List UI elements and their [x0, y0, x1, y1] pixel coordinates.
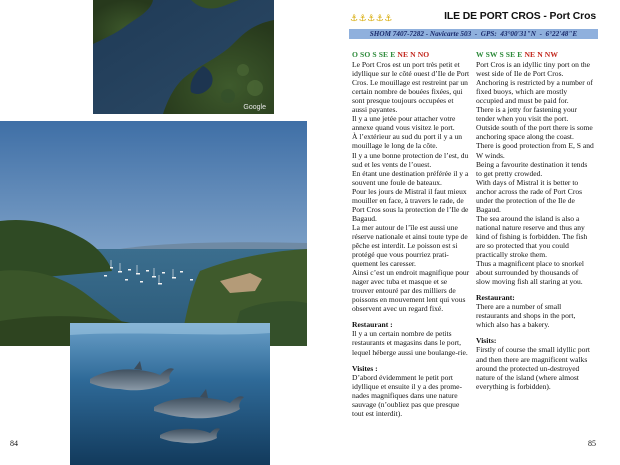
paragraph: La mer autour de l’île est aussi une réserve nationale et ainsi toute type de pêche est interdit. Le poisson est si protégé que vous pourriez prati-quement les caresser.	[352, 222, 468, 269]
paragraph: The sea around the island is also a national nature reserve and thus any kind of fishing is forbidden. The fish are so protected that you could practically stroke them.	[476, 213, 588, 260]
page-title: ILE DE PORT CROS - Port Cros	[444, 11, 596, 22]
title-row	[350, 11, 596, 27]
wind-direction-n: N	[410, 50, 416, 59]
wind-direction-ne: NE	[397, 50, 409, 59]
google-watermark: Google	[243, 104, 266, 111]
harbour-photo	[0, 121, 307, 346]
visits-text: Firstly of course the small idyllic port and then there are magnificent walks around the protected un-destroyed nature of the island (where almost everything is forbidden).	[476, 345, 591, 391]
paragraph: There is good protection from E, S and W winds.	[476, 141, 594, 160]
page-number-right: 85	[588, 439, 596, 448]
visits-heading: Visites :	[352, 363, 378, 373]
wind-legend-english	[476, 50, 594, 59]
paragraph: With days of Mistral it is better to anchor across the rade of Port Cros under the protection of the Ile de Bagaud.	[476, 177, 583, 214]
wind-direction-e: E	[390, 50, 396, 59]
wind-direction-ne: NE	[524, 50, 536, 59]
paragraph: Port Cros is an idyllic tiny port on the west side of Ile de Port Cros. Anchoring is restricted by a number of fixed buoys, which are mostly occupied and must be paid for.	[476, 60, 593, 106]
french-paragraphs	[352, 60, 470, 313]
paragraph: Outside south of the port there is some anchoring space along the coast.	[476, 123, 593, 142]
english-paragraphs	[476, 60, 594, 286]
paragraph: Ainsi c’est un endroit magnifique pour nager avec tuba et masque et se trouver entouré par des milliers de poissons en mouvement lent qui vous observent avec un regard fixé.	[352, 268, 470, 314]
paragraph: There is a jetty for fastening your tender when you visit the port.	[476, 105, 578, 124]
wind-direction-se: SE	[505, 50, 516, 59]
french-column	[352, 50, 470, 418]
paragraph: Le Port Cros est un port très petit et idyllique sur le côté ouest d’Ile de Port Cros. Le mouillage est restreint par un certain nombre de bouées fixées, qui sont presque toujours occupées et aussi payantes.	[352, 60, 470, 115]
wind-direction-w: W	[476, 50, 484, 59]
paragraph: Pour les jours de Mistral il faut mieux mouiller en face, à travers le rade, de Port Cros sous la protection de l’Ile de Bagaud.	[352, 186, 469, 223]
english-column	[476, 50, 594, 391]
satellite-map-photo	[93, 0, 274, 114]
wind-direction-nw: NW	[544, 50, 559, 59]
paragraph: Being a favourite destination it tends to get pretty crowded.	[476, 159, 588, 178]
paragraph: Thus a magnificent place to snorkel about surrounded by thousands of slow moving fish all staring at you.	[476, 259, 584, 287]
restaurant-heading: Restaurant:	[476, 293, 515, 303]
anchor-rating-icon: ⚓⚓⚓⚓⚓	[350, 14, 393, 24]
chart-info-bar	[349, 29, 598, 39]
restaurant-text: Il y a un certain nombre de petits restaurants et magasins dans le port, lequel héberge aussi une boulange-rie.	[352, 329, 468, 357]
wind-direction-s: S	[372, 50, 377, 59]
wind-direction-se: SE	[378, 50, 389, 59]
wind-direction-sw: SW	[485, 50, 498, 59]
paragraph: En étant une destination préférée il y a souvent une foule de bateaux.	[352, 168, 469, 187]
restaurant-heading: Restaurant :	[352, 320, 393, 330]
wind-direction-so: SO	[360, 50, 371, 59]
wind-legend-french	[352, 50, 470, 59]
chart-info-text: SHOM 7407-7282 - Navicarte 503 - GPS: 43°00'31"N - 6°22'48"E	[369, 30, 578, 38]
paragraph: À l’extérieur au sud du port il y a un mouillage le long de la côte.	[352, 132, 463, 151]
wind-direction-o: O	[352, 50, 359, 59]
wind-direction-s: S	[499, 50, 504, 59]
visits-text: D’abord évidemment le petit port idyllique et ensuite il y a des prome-nades magnifiques dans une nature sauvage (n’oubliez pas que presque tout est interdit).	[352, 372, 463, 418]
paragraph: Il y a une jetée pour attacher votre annexe quand vous visitez le port.	[352, 114, 456, 133]
wind-direction-n: N	[537, 50, 543, 59]
wind-direction-e: E	[517, 50, 523, 59]
restaurant-text: There are a number of small restaurants and shops in the port, which also has a bakery.	[476, 302, 576, 330]
page-number-left: 84	[10, 439, 18, 448]
paragraph: Il y a une bonne protection de l’est, du sud et les vents de l’ouest.	[352, 150, 469, 169]
wind-direction-no: NO	[417, 50, 430, 59]
visits-heading: Visits:	[476, 336, 497, 346]
dolphins-photo	[70, 323, 270, 465]
